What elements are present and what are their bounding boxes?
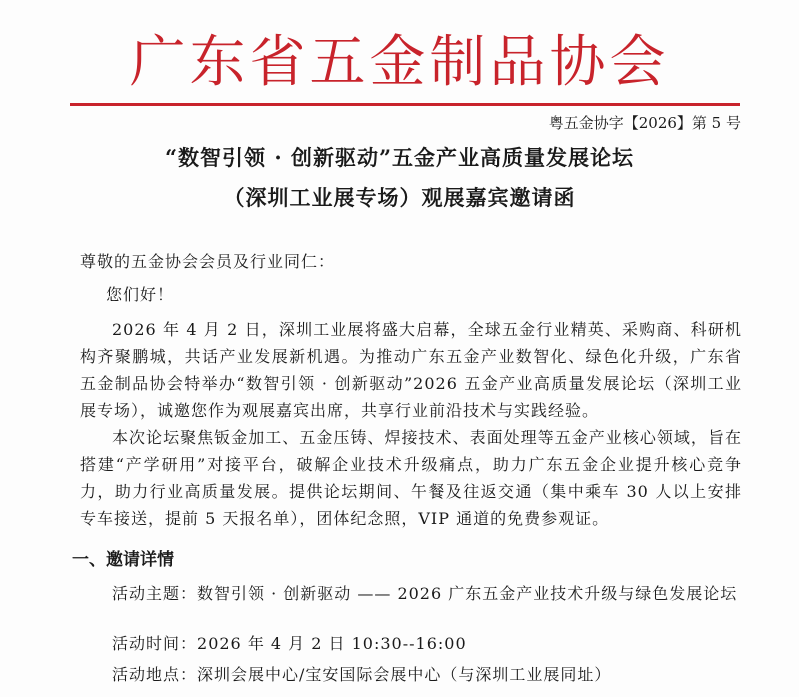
event-place-value: 深圳会展中心/宝安国际会展中心（与深圳工业展同址） [197,665,612,684]
event-theme-row [80,580,742,607]
body-paragraph-2: 本次论坛聚焦钣金加工、五金压铸、焊接技术、表面处理等五金产业核心领域，旨在搭建“产学研用”对接平台，破解企业技术升级痛点，助力广东五金企业提升核心竞争力，助力行业高质量发展。提供论坛期间、午餐及往返交通（集中乘车 30 人以上安排专车接送，提前 5 天报名单），团体纪念照，VIP 通道的免费参观证。 [80,428,742,528]
document-number: 粤五金协字【2026】第 5 号 [548,114,741,132]
section-heading-invitation-details: 一、邀请详情 [72,550,174,570]
event-time-row [112,631,467,657]
event-time-value: 2026 年 4 月 2 日 10:30--16:00 [197,634,467,653]
event-time-label: 活动时间： [112,634,198,653]
greeting: 您们好！ [106,285,175,304]
event-place-row [112,662,611,688]
event-theme-label: 活动主题： [112,584,198,603]
document-title-line-2: （深圳工业展专场）观展嘉宾邀请函 [223,185,576,210]
event-place-label: 活动地点： [112,665,198,684]
event-theme-value: 数智引领 · 创新驱动 —— 2026 广东五金产业技术升级与绿色发展论坛 [197,584,738,603]
salutation: 尊敬的五金协会会员及行业同仁： [80,252,336,271]
letterhead-org-name: 广东省五金制品协会 [129,30,670,95]
letterhead-red-rule [70,103,740,106]
body-paragraph-1: 2026 年 4 月 2 日，深圳工业展将盛大启幕，全球五金行业精英、采购商、科研机构齐聚鹏城，共话产业发展新机遇。为推动广东五金产业数智化、绿色化升级，广东省五金制品协会特举办“数智引领 · 创新驱动”2026 五金产业高质量发展论坛（深圳工业展专场），诚邀您作为观展嘉宾出席，共享行业前沿技术与实践经验。 [80,320,742,420]
document-title-line-1: “数智引领 · 创新驱动”五金产业高质量发展论坛 [164,145,635,170]
